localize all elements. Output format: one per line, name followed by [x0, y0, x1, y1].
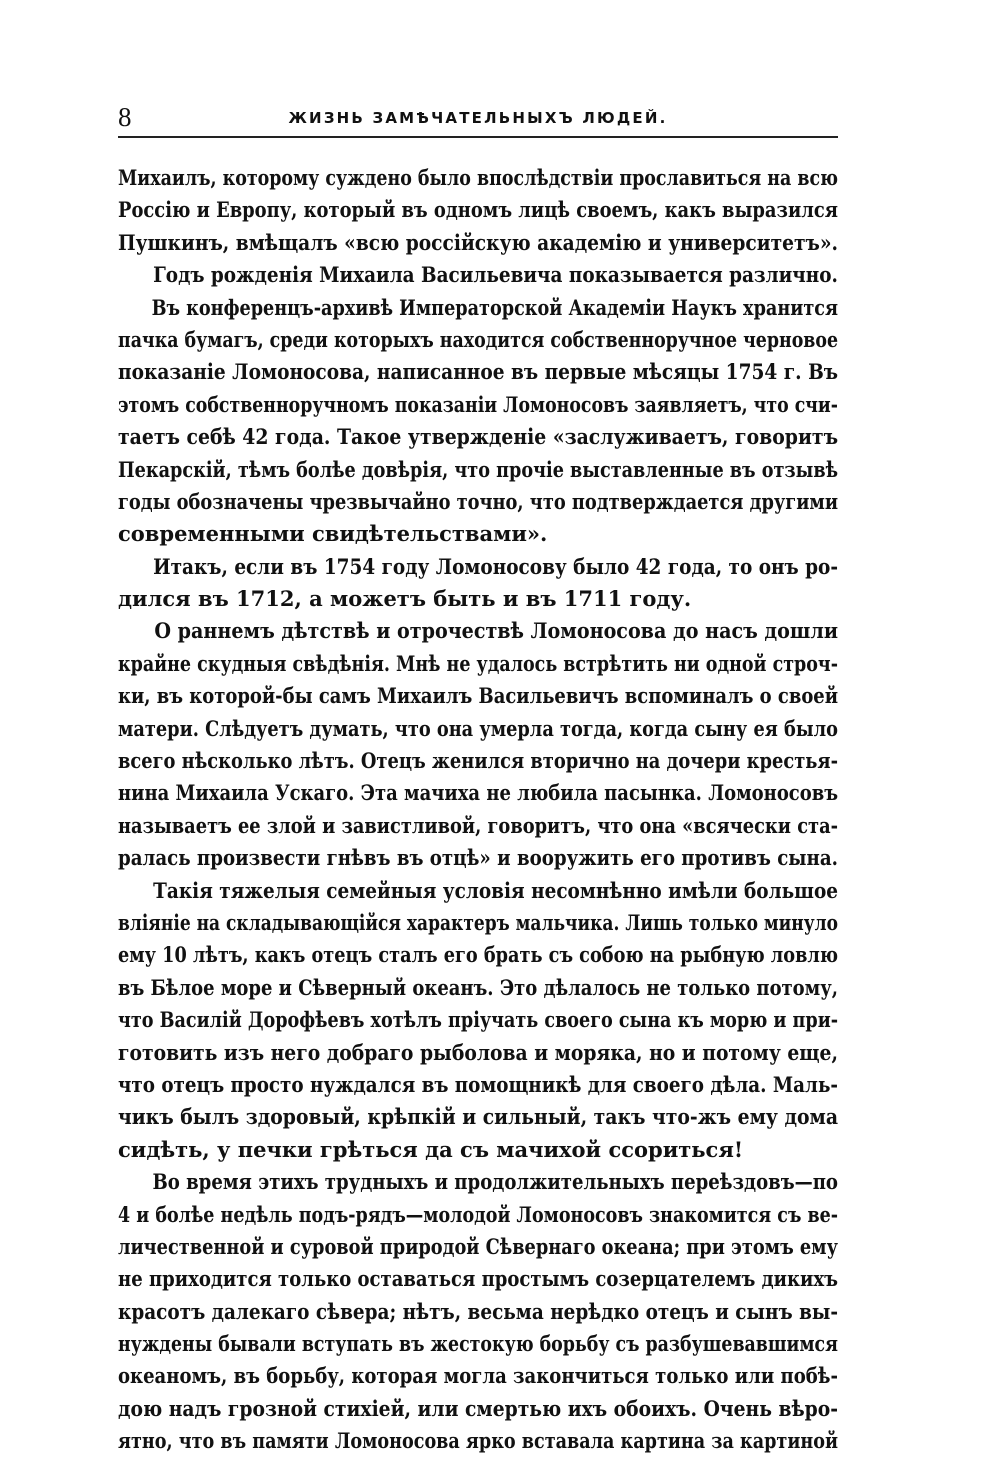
text-line: называетъ ее злой и завистливой, говоритъ, что она «всячески ста-	[118, 812, 839, 838]
text-line: чикъ былъ здоровый, крѣпкій и сильный, такъ что-жъ ему дома	[118, 1104, 839, 1130]
text-line: Такія тяжелыя семейныя условія несомнѣнно имѣли большое	[153, 877, 839, 903]
text-line: Итакъ, если въ 1754 году Ломоносову было 42 года, то онъ ро-	[153, 553, 838, 579]
text-line: личественной и суровой природой Сѣвернаго океана; при этомъ ему	[118, 1233, 838, 1259]
text-line: сидѣть, у печки грѣться да съ мачихой ссориться!	[118, 1136, 744, 1162]
text-line: годы обозначены чрезвычайно точно, что подтверждается другими	[118, 488, 839, 514]
text-line: нуждены бывали вступать въ жестокую борьбу съ разбушевавшимся	[118, 1331, 838, 1357]
text-line: матери. Слѣдуетъ думать, что она умерла тогда, когда сыну ея было	[118, 715, 838, 741]
text-line: вліяніе на складывающійся характеръ мальчика. Лишь только минуло	[118, 909, 839, 935]
text-line: что отецъ просто нуждался въ помощникѣ для своего дѣла. Маль-	[118, 1071, 838, 1097]
header-rule	[118, 136, 838, 138]
page-number: 8	[118, 102, 132, 132]
text-line: Россію и Европу, который въ одномъ лицѣ своемъ, какъ выразился	[118, 197, 838, 223]
text-line: Пушкинъ, вмѣщалъ «всю россійскую академію и университетъ».	[118, 229, 838, 255]
text-line: всего нѣсколько лѣтъ. Отецъ женился вторично на дочери крестья-	[118, 748, 838, 774]
text-line: ятно, что въ памяти Ломоносова ярко вставала картина за картиной	[118, 1428, 839, 1454]
text-line: Годъ рожденія Михаила Васильевича показывается различно.	[153, 262, 838, 288]
text-line: ки, въ которой-бы самъ Михаилъ Васильевичъ вспоминалъ о своей	[118, 683, 839, 709]
text-line: что Василій Дорофѣевъ хотѣлъ пріучать своего сына къ морю и при-	[118, 1007, 839, 1033]
text-line: готовить изъ него добраго рыболова и моряка, но и потому еще,	[118, 1039, 838, 1065]
text-line: этомъ собственноручномъ показаніи Ломоносовъ заявляетъ, что счи-	[118, 391, 838, 417]
text-line: Въ конференцъ-архивѣ Императорской Академіи Наукъ хранится	[151, 294, 839, 320]
text-line: показаніе Ломоносова, написанное въ первые мѣсяцы 1754 г. Въ	[118, 359, 839, 385]
text-line: въ Бѣлое море и Сѣверный океанъ. Это дѣлалось не только потому,	[118, 974, 839, 1000]
running-title: ЖИЗНЬ ЗАМѢЧАТЕЛЬНЫХЪ ЛЮДЕЙ.	[288, 109, 668, 127]
text-line: океаномъ, въ борьбу, которая могла закончиться только или побѣ-	[118, 1363, 838, 1389]
text-line: современными свидѣтельствами».	[118, 521, 548, 547]
text-line: крайне скудныя свѣдѣнія. Мнѣ не удалось встрѣтить ни одной строч-	[118, 650, 838, 676]
text-line: ралась произвести гнѣвъ въ отцѣ» и вооружить его противъ сына.	[118, 845, 838, 871]
text-line: 4 и болѣе недѣль подъ-рядъ—молодой Ломоносовъ знакомится съ ве-	[118, 1201, 839, 1227]
text-line: дился въ 1712, а можетъ быть и въ 1711 году.	[118, 586, 692, 612]
text-line: пачка бумагъ, среди которыхъ находится собственноручное черновое	[118, 326, 839, 352]
text-line: Михаилъ, которому суждено было впослѣдствіи прославиться на всю	[118, 165, 839, 190]
text-line: Пекарскій, тѣмъ болѣе довѣрія, что прочіе выставленные въ отзывѣ	[118, 456, 838, 482]
page-header	[118, 100, 838, 134]
text-line: нина Михаила Ускаго. Эта мачиха не любила пасынка. Ломоносовъ	[118, 780, 839, 806]
text-line: таетъ себѣ 42 года. Такое утвержденіе «заслуживаетъ, говоритъ	[118, 424, 839, 450]
text-line: красотъ далекаго сѣвера; нѣтъ, весьма нерѣдко отецъ и сынъ вы-	[118, 1298, 839, 1324]
text-line: не приходится только оставаться простымъ созерцателемъ дикихъ	[118, 1266, 838, 1292]
body-text	[118, 162, 838, 1458]
text-line: Во время этихъ трудныхъ и продолжительныхъ переѣздовъ—по	[152, 1169, 839, 1195]
text-line: дою надъ грозной стихіей, или смертью ихъ обоихъ. Очень вѣро-	[118, 1395, 838, 1421]
text-line: О раннемъ дѣтствѣ и отрочествѣ Ломоносова до насъ дошли	[154, 618, 839, 644]
text-line: ему 10 лѣтъ, какъ отецъ сталъ его брать съ собою на рыбную ловлю	[118, 942, 839, 968]
